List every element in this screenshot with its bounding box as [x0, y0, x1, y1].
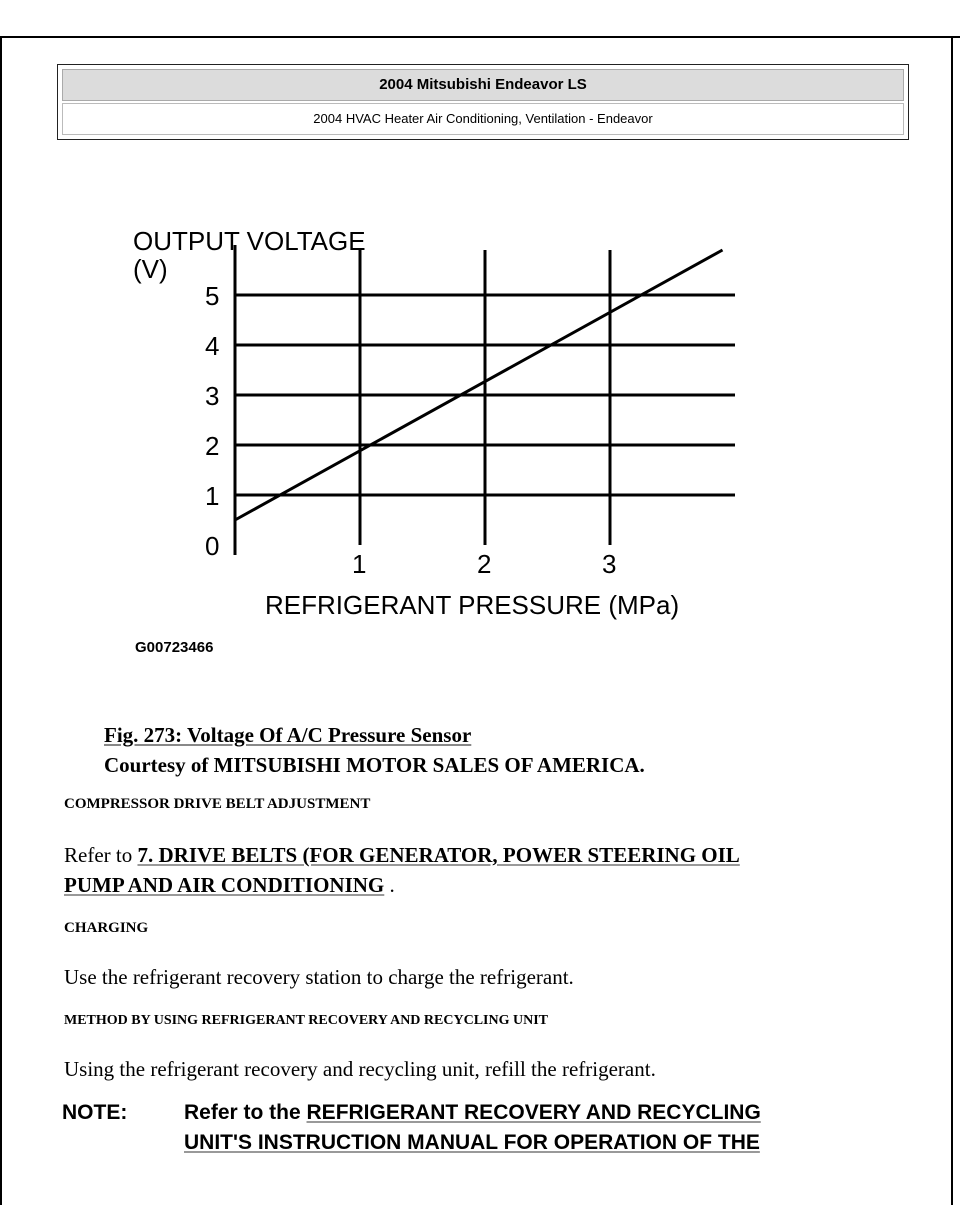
- section-heading-method: METHOD BY USING REFRIGERANT RECOVERY AND RECYCLING UNIT: [64, 1013, 548, 1028]
- y-tick-label-2: 2: [205, 431, 220, 461]
- y-tick-label-0: 0: [205, 531, 220, 561]
- series-line-0: [235, 250, 723, 520]
- y-tick-label-4: 4: [205, 331, 220, 361]
- y-axis-label-line1: OUTPUT VOLTAGE: [133, 226, 366, 256]
- figure-caption-title[interactable]: Fig. 273: Voltage Of A/C Pressure Sensor: [104, 723, 472, 747]
- x-tick-label-2: 2: [477, 549, 492, 579]
- page-frame-top: [0, 36, 960, 38]
- recovery-manual-link-line2[interactable]: UNIT'S INSTRUCTION MANUAL FOR OPERATION OF THE: [184, 1131, 760, 1154]
- belt-paragraph: [64, 840, 884, 900]
- drive-belts-link[interactable]: [64, 843, 740, 897]
- figure-id: G00723466: [135, 639, 214, 656]
- note-label: NOTE:: [62, 1101, 128, 1124]
- x-tick-label-3: 3: [602, 549, 617, 579]
- y-tick-label-1: 1: [205, 481, 220, 511]
- method-paragraph: Using the refrigerant recovery and recycling unit, refill the refrigerant.: [64, 1057, 656, 1081]
- drive-belts-link-line1[interactable]: 7. DRIVE BELTS (FOR GENERATOR, POWER STEERING OIL: [137, 843, 740, 867]
- belt-text-suffix: .: [384, 873, 395, 897]
- y-tick-label-3: 3: [205, 381, 220, 411]
- recovery-manual-link-line1[interactable]: REFRIGERANT RECOVERY AND RECYCLING: [306, 1101, 761, 1124]
- x-axis-label: REFRIGERANT PRESSURE (MPa): [265, 590, 680, 620]
- section-heading-charging: CHARGING: [64, 920, 149, 936]
- drive-belts-link-line2[interactable]: PUMP AND AIR CONDITIONING: [64, 873, 385, 897]
- header-subtitle: 2004 HVAC Heater Air Conditioning, Ventilation - Endeavor: [62, 103, 904, 135]
- note-prefix: Refer to the: [184, 1101, 307, 1124]
- y-tick-label-5: 5: [205, 281, 220, 311]
- x-tick-label-1: 1: [352, 549, 367, 579]
- voltage-chart: [125, 220, 755, 670]
- note-text: [184, 1098, 884, 1158]
- page-frame-right: [951, 36, 953, 1205]
- voltage-chart-figure: [125, 220, 755, 670]
- belt-text-prefix: Refer to: [64, 843, 138, 867]
- charging-paragraph: Use the refrigerant recovery station to charge the refrigerant.: [64, 965, 574, 989]
- y-axis-label-line2: (V): [133, 254, 168, 284]
- section-heading-belt: COMPRESSOR DRIVE BELT ADJUSTMENT: [64, 796, 371, 812]
- header-title: 2004 Mitsubishi Endeavor LS: [62, 69, 904, 101]
- page-frame-left: [0, 36, 2, 1205]
- figure-caption-credit: Courtesy of MITSUBISHI MOTOR SALES OF AMERICA.: [104, 753, 645, 777]
- figure-caption: [104, 720, 804, 780]
- document-header: [57, 64, 909, 140]
